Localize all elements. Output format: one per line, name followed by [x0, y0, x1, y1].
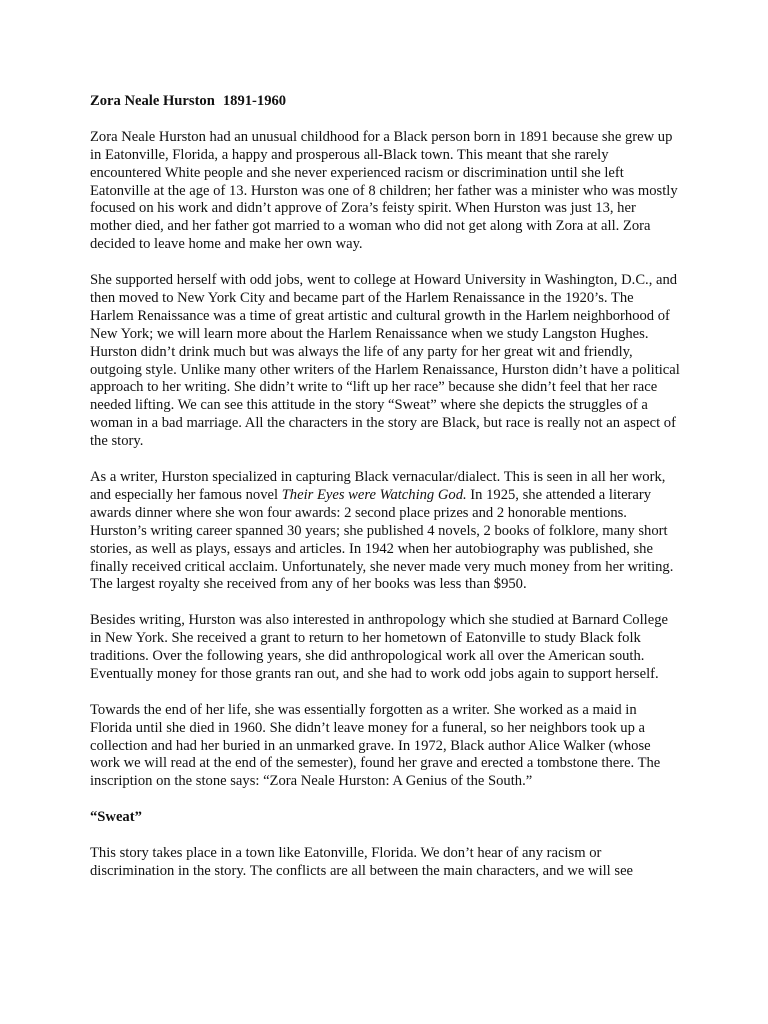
paragraph-later-life: Towards the end of her life, she was essentially forgotten as a writer. She worked as a maid in Florida until she died in 1960. She didn’t leave money for a funeral, so her neighbors took up a collection and had her buried in an unmarked grave. In 1972, Black author Alice Walker (whose work we will read at the end of the semester), found her grave and erected a tombstone there. The inscription on the stone says: “Zora Neale Hurston: A Genius of the South.” — [90, 701, 661, 790]
title-years: 1891-1960 — [222, 93, 287, 109]
paragraph-anthropology: Besides writing, Hurston was also interested in anthropology which she studied at Barnard College in New York. She received a grant to return to her hometown of Eatonville to study Black folk traditions. Over the following years, she did anthropological work all over the American south. Eventually money for those grants ran out, and she had to work odd jobs again to support herself. — [90, 612, 668, 682]
paragraph-writing-career-text-2: In 1925, she attended a literary awards dinner where she won four awards: 2 second place prizes and 2 honorable mentions. Hurston’s writing career spanned 30 years; she published 4 novels, 2 books of folklore, many short stories, as well as plays, essays and articles. In 1942 when her autobiography was published, she finally received critical acclaim. Unfortunately, she never made very much money from her writing. The largest royalty she received from any of her books was less than $950. — [90, 486, 674, 593]
title-name: Zora Neale Hurston — [90, 93, 215, 109]
paragraph-writing-career-text-1: As a writer, Hurston specialized in capturing Black vernacular/dialect. This is seen in all her work, and especially her famous novel — [90, 468, 666, 503]
section-heading-sweat: “Sweat” — [90, 809, 142, 826]
paragraph-harlem-renaissance: She supported herself with odd jobs, went to college at Howard University in Washington, D.C., and then moved to New York City and became part of the Harlem Renaissance in the 1920’s. The Harlem Renaissance was a time of great artistic and cultural growth in the Harlem neighborhood of New York; we will learn more about the Harlem Renaissance when we study Langston Hughes. Hurston didn’t drink much but was always the life of any party for her great wit and friendly, outgoing style. Unlike many other writers of the Harlem Renaissance, Hurston didn’t have a political approach to her writing. She didn’t write to “lift up her race” because she didn’t feel that her race needed lifting. We can see this attitude in the story “Sweat” where she depicts the struggles of a woman in a bad marriage. All the characters in the story are Black, but race is really not an aspect of the story. — [90, 272, 680, 450]
paragraph-childhood: Zora Neale Hurston had an unusual childhood for a Black person born in 1891 because she grew up in Eatonville, Florida, a happy and prosperous all-Black town. This meant that she rarely encountered White people and she never experienced racism or discrimination until she left Eatonville at the age of 13. Hurston was one of 8 children; her father was a minister who was mostly focused on his work and didn’t approve of Zora’s feisty spirit. When Hurston was just 13, her mother died, and her father got married to a woman who did not get along with Zora at all. Zora decided to leave home and make her own way. — [90, 128, 678, 253]
novel-title: Their Eyes were Watching God. — [281, 486, 467, 503]
paragraph-writing-career — [90, 469, 680, 594]
document-page — [90, 93, 680, 899]
paragraph-sweat-intro: This story takes place in a town like Eatonville, Florida. We don’t hear of any racism or discrimination in the story. The conflicts are all between the main characters, and we will see — [90, 844, 634, 879]
document-title — [90, 93, 680, 111]
